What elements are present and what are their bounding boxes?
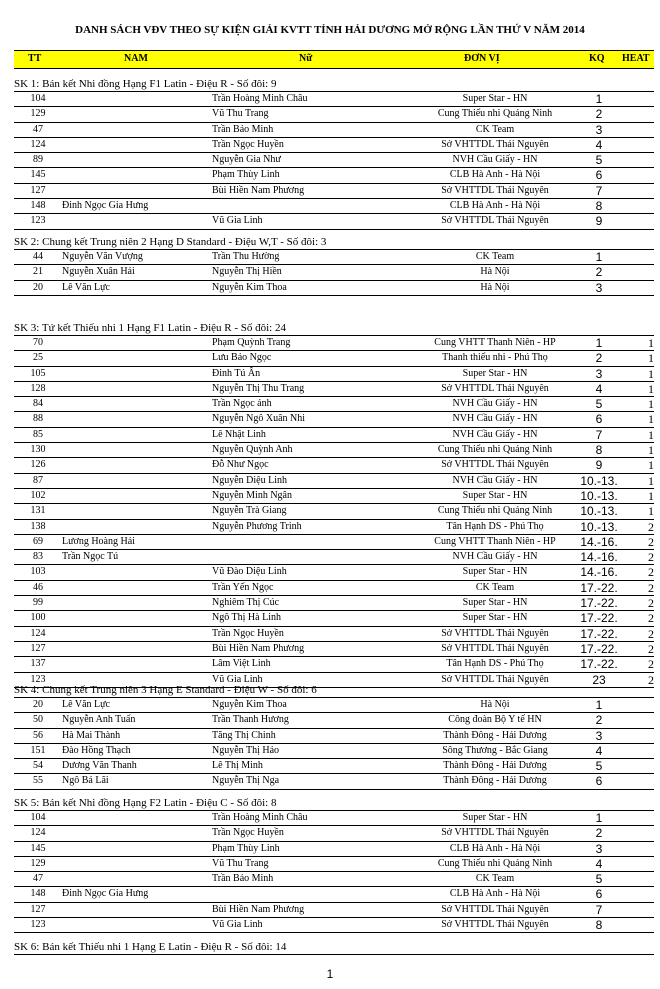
cell-kq: 6 (595, 412, 603, 427)
cell-heat: 1 (648, 397, 654, 412)
cell-tt: 123 (30, 215, 46, 227)
cell-nu: Nguyễn Thị Hiền (212, 266, 282, 278)
cell-heat: 1 (648, 427, 654, 442)
cell-tt: 131 (30, 505, 46, 517)
cell-dv: Sở VHTTDL Thái Nguyên (441, 903, 549, 915)
cell-kq: 6 (595, 887, 603, 902)
cell-heat: 2 (648, 534, 654, 549)
section-title: SK 1: Bán kết Nhi đồng Hạng F1 Latin - Điệu R - Số đôi: 9 (14, 78, 654, 92)
table-row (14, 474, 654, 489)
cell-heat: 1 (648, 366, 654, 381)
cell-nam: Ngô Bá Lãi (62, 775, 109, 787)
table-row (14, 443, 654, 458)
section-title: SK 5: Bán kết Nhi đồng Hạng F2 Latin - Điệu C - Số đôi: 8 (14, 797, 654, 811)
table-row (14, 153, 654, 168)
cell-kq: 6 (595, 774, 603, 789)
cell-heat: 1 (648, 473, 654, 488)
cell-tt: 127 (30, 184, 46, 196)
header-nam: NAM (124, 53, 148, 64)
cell-nu: Nguyễn Ngô Xuân Nhi (212, 413, 306, 425)
cell-dv: Thành Đông - Hải Dương (443, 729, 547, 741)
cell-kq: 3 (595, 841, 603, 856)
cell-tt: 123 (30, 673, 46, 685)
cell-kq: 1 (595, 698, 603, 712)
cell-nu: Nguyễn Diệu Linh (212, 474, 287, 486)
cell-heat: 2 (648, 550, 654, 565)
table-row (14, 713, 654, 728)
cell-kq: 17.-22. (580, 611, 618, 626)
cell-heat: 1 (648, 458, 654, 473)
cell-nu: Trần Ngọc Huyền (212, 627, 284, 639)
cell-heat: 1 (648, 351, 654, 366)
cell-kq: 14.-16. (580, 534, 618, 549)
table-row (14, 596, 654, 611)
cell-kq: 17.-22. (580, 596, 618, 611)
cell-tt: 56 (33, 729, 43, 741)
cell-nu: Trần Thu Hường (212, 251, 280, 262)
cell-dv: Hà Nội (480, 266, 510, 278)
cell-kq: 2 (595, 351, 603, 366)
table-row (14, 657, 654, 672)
cell-tt: 130 (30, 444, 46, 456)
cell-dv: NVH Cầu Giấy - HN (452, 413, 538, 425)
cell-nu: Bùi Hiền Nam Phương (212, 184, 305, 196)
cell-tt: 50 (33, 714, 43, 726)
cell-tt: 128 (30, 382, 46, 394)
cell-nu: Vũ Thu Trang (212, 108, 269, 120)
cell-kq: 14.-16. (580, 550, 618, 565)
cell-tt: 85 (33, 428, 43, 440)
cell-kq: 9 (595, 458, 603, 473)
cell-dv: Sông Thương - Bắc Giang (442, 744, 548, 756)
cell-tt: 25 (33, 352, 43, 364)
cell-kq: 3 (595, 366, 603, 381)
cell-heat: 1 (648, 412, 654, 427)
cell-nu: Lâm Việt Linh (212, 658, 271, 670)
table-row (14, 857, 654, 872)
cell-kq: 5 (595, 153, 603, 168)
cell-heat: 2 (648, 596, 654, 611)
cell-heat: 1 (648, 504, 654, 519)
cell-tt: 103 (30, 566, 46, 578)
cell-tt: 138 (30, 520, 46, 532)
cell-tt: 99 (33, 597, 43, 609)
cell-tt: 46 (33, 581, 43, 593)
cell-kq: 2 (595, 713, 603, 728)
cell-dv: Sở VHTTDL Thái Nguyên (441, 138, 549, 150)
cell-nam: Hà Mai Thành (62, 729, 121, 741)
cell-dv: CLB Hà Anh - Hà Nội (449, 200, 541, 212)
table-row (14, 872, 654, 887)
cell-tt: 20 (33, 281, 43, 293)
cell-nu: Vũ Gia Linh (212, 673, 263, 685)
cell-nu: Nguyễn Minh Ngân (212, 489, 292, 501)
table-row (14, 581, 654, 596)
cell-nu: Nguyễn Gia Như (212, 154, 281, 166)
cell-tt: 127 (30, 642, 46, 654)
cell-tt: 124 (30, 138, 46, 150)
cell-heat: 2 (648, 611, 654, 626)
cell-nu: Lê Thị Minh (212, 760, 263, 772)
cell-tt: 55 (33, 775, 43, 787)
cell-kq: 5 (595, 759, 603, 774)
cell-heat: 2 (648, 580, 654, 595)
table-row (14, 611, 654, 626)
cell-dv: CK Team (475, 123, 515, 135)
cell-dv: Sở VHTTDL Thái Nguyên (441, 459, 549, 471)
cell-kq: 1 (595, 250, 603, 264)
cell-tt: 47 (33, 123, 43, 135)
cell-nu: Phạm Thùy Linh (212, 842, 280, 854)
table-row (14, 367, 654, 382)
section-title: SK 2: Chung kết Trung niên 2 Hạng D Standard - Điệu W,T - Số đôi: 3 (14, 236, 654, 250)
table-row (14, 842, 654, 857)
cell-nu: Tăng Thị Chinh (212, 729, 276, 741)
cell-kq: 7 (595, 902, 603, 917)
header-heat: HEAT (622, 53, 650, 64)
cell-tt: 124 (30, 827, 46, 839)
cell-tt: 102 (30, 489, 46, 501)
table-row (14, 214, 654, 229)
table-row (14, 168, 654, 183)
cell-dv: Super Star - HN (462, 489, 528, 501)
cell-dv: Tân Hạnh DS - Phú Thọ (446, 520, 544, 532)
cell-nu: Phạm Thùy Linh (212, 169, 280, 181)
cell-dv: Sở VHTTDL Thái Nguyên (441, 642, 549, 654)
cell-dv: CK Team (475, 581, 515, 593)
cell-nu: Vũ Gia Linh (212, 919, 263, 931)
cell-nu: Nguyễn Thị Thu Trang (212, 382, 305, 394)
cell-kq: 2 (595, 265, 603, 280)
cell-dv: NVH Cầu Giấy - HN (452, 154, 538, 166)
cell-heat: 2 (648, 519, 654, 534)
cell-nu: Lưu Bảo Ngọc (212, 352, 272, 364)
cell-heat: 2 (648, 672, 654, 687)
cell-nam: Nguyễn Văn Vượng (62, 251, 143, 262)
table-row (14, 107, 654, 122)
cell-dv: Sở VHTTDL Thái Nguyên (441, 827, 549, 839)
cell-dv: Super Star - HN (462, 612, 528, 624)
cell-tt: 129 (30, 108, 46, 120)
cell-kq: 10.-13. (580, 488, 618, 503)
cell-kq: 1 (595, 336, 603, 350)
table-row (14, 535, 654, 550)
cell-tt: 54 (33, 760, 43, 772)
cell-tt: 148 (30, 888, 46, 900)
cell-tt: 20 (33, 699, 43, 710)
cell-dv: Cung Thiếu nhi Quảng Ninh (437, 505, 553, 517)
section-title: SK 4: Chung kết Trung niên 3 Hạng E Standard - Điệu W - Số đôi: 6 (14, 684, 654, 698)
header-tt: TT (28, 53, 42, 64)
cell-kq: 8 (595, 443, 603, 458)
table-row (14, 489, 654, 504)
cell-tt: 151 (30, 744, 46, 756)
section-title: SK 3: Tứ kết Thiếu nhi 1 Hạng F1 Latin - Điệu R - Số đôi: 24 (14, 322, 654, 336)
table-row (14, 281, 654, 296)
cell-tt: 104 (30, 93, 46, 104)
cell-nu: Vũ Thu Trang (212, 857, 269, 869)
table-row (14, 903, 654, 918)
cell-nu: Nguyễn Kim Thoa (212, 699, 287, 710)
table-row (14, 265, 654, 280)
cell-dv: CLB Hà Anh - Hà Nội (449, 842, 541, 854)
table-row (14, 627, 654, 642)
cell-kq: 9 (595, 214, 603, 229)
cell-dv: NVH Cầu Giấy - HN (452, 398, 538, 410)
cell-tt: 137 (30, 658, 46, 670)
cell-dv: NVH Cầu Giấy - HN (452, 428, 538, 440)
cell-dv: Sở VHTTDL Thái Nguyên (441, 673, 549, 685)
cell-dv: Super Star - HN (462, 812, 528, 823)
cell-tt: 70 (33, 337, 43, 348)
cell-kq: 8 (595, 199, 603, 214)
table-row (14, 729, 654, 744)
cell-dv: CLB Hà Anh - Hà Nội (449, 888, 541, 900)
table-row (14, 887, 654, 902)
cell-tt: 123 (30, 919, 46, 931)
table-row (14, 565, 654, 580)
cell-dv: NVH Cầu Giấy - HN (452, 474, 538, 486)
cell-nu: Phạm Quỳnh Trang (212, 337, 291, 348)
cell-kq: 4 (595, 856, 603, 871)
cell-tt: 89 (33, 154, 43, 166)
cell-nu: Nguyễn Thị Nga (212, 775, 280, 787)
table-row (14, 123, 654, 138)
cell-dv: Cung VHTT Thanh Niên - HP (434, 535, 556, 547)
section-1 (14, 78, 654, 230)
cell-heat: 2 (648, 626, 654, 641)
cell-tt: 127 (30, 903, 46, 915)
table-row (14, 336, 654, 351)
cell-dv: Sở VHTTDL Thái Nguyên (441, 919, 549, 931)
cell-kq: 3 (595, 280, 603, 295)
table-row (14, 504, 654, 519)
cell-nu: Đinh Tú Ân (212, 367, 261, 379)
cell-dv: Sở VHTTDL Thái Nguyên (441, 184, 549, 196)
table-row (14, 412, 654, 427)
table-row (14, 550, 654, 565)
section-2 (14, 236, 654, 296)
cell-dv: NVH Cầu Giấy - HN (452, 551, 538, 563)
table-row (14, 811, 654, 826)
cell-kq: 6 (595, 168, 603, 183)
section-title: SK 6: Bán kết Thiếu nhi 1 Hạng E Latin - Điệu R - Số đôi: 14 (14, 941, 654, 955)
cell-dv: Super Star - HN (462, 566, 528, 578)
cell-tt: 84 (33, 398, 43, 410)
cell-kq: 3 (595, 122, 603, 137)
header-don-vi: ĐƠN VỊ (464, 53, 500, 64)
cell-nam: Trần Ngọc Tú (62, 551, 119, 563)
section-5 (14, 797, 654, 933)
cell-nam: Đào Hồng Thạch (62, 744, 131, 756)
cell-heat: 1 (648, 443, 654, 458)
cell-nu: Nguyễn Phương Trinh (212, 520, 302, 532)
cell-dv: CK Team (475, 251, 515, 262)
cell-kq: 4 (595, 381, 603, 396)
section-6 (14, 941, 654, 955)
cell-heat: 2 (648, 657, 654, 672)
cell-tt: 87 (33, 474, 43, 486)
cell-tt: 145 (30, 842, 46, 854)
table-row (14, 184, 654, 199)
cell-nu: Ngô Thị Hà Linh (212, 612, 281, 624)
cell-tt: 148 (30, 200, 46, 212)
cell-tt: 129 (30, 857, 46, 869)
cell-kq: 17.-22. (580, 580, 618, 595)
cell-kq: 3 (595, 728, 603, 743)
cell-nu: Trần Ngọc Huyền (212, 138, 284, 150)
cell-kq: 7 (595, 427, 603, 442)
cell-dv: Cung Thiếu nhi Quảng Ninh (437, 444, 553, 456)
cell-nu: Lê Nhật Linh (212, 428, 266, 440)
cell-nu: Đỗ Như Ngọc (212, 459, 269, 471)
table-row (14, 397, 654, 412)
cell-nu: Bùi Hiền Nam Phương (212, 903, 305, 915)
cell-dv: Cung Thiếu nhi Quảng Ninh (437, 857, 553, 869)
cell-nam: Nguyễn Anh Tuấn (62, 714, 136, 726)
cell-tt: 145 (30, 169, 46, 181)
table-row (14, 520, 654, 535)
cell-nu: Bùi Hiền Nam Phương (212, 642, 305, 654)
cell-nam: Nguyễn Xuân Hải (62, 266, 135, 278)
cell-kq: 17.-22. (580, 641, 618, 656)
cell-kq: 10.-13. (580, 519, 618, 534)
cell-heat: 2 (648, 565, 654, 580)
cell-nu: Trần Bảo Minh (212, 123, 274, 135)
cell-kq: 4 (595, 743, 603, 758)
cell-nam: Lê Văn Lực (62, 699, 110, 710)
cell-dv: CLB Hà Anh - Hà Nội (449, 169, 541, 181)
cell-nu: Vũ Đào Diệu Linh (212, 566, 287, 578)
cell-nam: Lương Hoàng Hải (62, 535, 135, 547)
cell-dv: Thanh thiếu nhi - Phú Thọ (442, 352, 548, 364)
cell-dv: Sở VHTTDL Thái Nguyên (441, 382, 549, 394)
cell-nu: Trần Ngọc Huyền (212, 827, 284, 839)
page-number: 1 (326, 967, 334, 981)
table-row (14, 250, 654, 265)
cell-tt: 69 (33, 535, 43, 547)
cell-dv: Hà Nội (480, 699, 510, 710)
cell-tt: 105 (30, 367, 46, 379)
cell-nam: Lê Văn Lực (62, 281, 110, 293)
cell-dv: Cung VHTT Thanh Niên - HP (434, 337, 556, 348)
table-row (14, 92, 654, 107)
cell-nu: Trần Hoàng Minh Châu (212, 93, 308, 104)
cell-nu: Trần Yến Ngọc (212, 581, 274, 593)
header-kq: KQ (589, 53, 605, 64)
cell-tt: 100 (30, 612, 46, 624)
table-row (14, 759, 654, 774)
cell-kq: 7 (595, 183, 603, 198)
cell-kq: 5 (595, 872, 603, 887)
cell-tt: 126 (30, 459, 46, 471)
cell-heat: 1 (648, 336, 654, 350)
cell-kq: 5 (595, 397, 603, 412)
cell-dv: Công đoàn Bộ Y tế HN (448, 714, 542, 726)
cell-heat: 1 (648, 381, 654, 396)
cell-kq: 10.-13. (580, 473, 618, 488)
table-row (14, 382, 654, 397)
cell-kq: 8 (595, 918, 603, 933)
cell-kq: 4 (595, 137, 603, 152)
cell-tt: 83 (33, 551, 43, 563)
cell-nu: Trần Hoàng Minh Châu (212, 812, 308, 823)
cell-tt: 88 (33, 413, 43, 425)
cell-nam: Đinh Ngọc Gia Hưng (62, 888, 149, 900)
cell-dv: Thành Đông - Hải Dương (443, 775, 547, 787)
cell-dv: Cung Thiếu nhi Quảng Ninh (437, 108, 553, 120)
cell-nu: Vũ Gia Linh (212, 215, 263, 227)
table-row (14, 458, 654, 473)
cell-dv: Hà Nội (480, 281, 510, 293)
cell-tt: 47 (33, 873, 43, 885)
table-row (14, 774, 654, 789)
cell-nu: Nguyễn Trà Giang (212, 505, 287, 517)
cell-kq: 17.-22. (580, 626, 618, 641)
cell-nu: Trần Thanh Hương (212, 714, 289, 726)
cell-kq: 1 (595, 92, 603, 106)
cell-kq: 14.-16. (580, 565, 618, 580)
cell-dv: Sở VHTTDL Thái Nguyên (441, 215, 549, 227)
cell-kq: 23 (592, 672, 606, 687)
table-row (14, 744, 654, 759)
cell-tt: 21 (33, 266, 43, 278)
section-3 (14, 322, 654, 688)
cell-dv: Super Star - HN (462, 597, 528, 609)
table-row (14, 199, 654, 214)
cell-nu: Nghiêm Thị Cúc (212, 597, 280, 609)
table-row (14, 351, 654, 366)
section-4 (14, 684, 654, 790)
table-row (14, 138, 654, 153)
cell-nu: Nguyễn Thị Hảo (212, 744, 280, 756)
table-row (14, 428, 654, 443)
cell-nu: Nguyễn Quỳnh Anh (212, 444, 293, 456)
cell-dv: CK Team (475, 873, 515, 885)
cell-nu: Nguyễn Kim Thoa (212, 281, 287, 293)
cell-nu: Trần Ngọc ánh (212, 398, 272, 410)
table-header (14, 50, 654, 69)
cell-heat: 2 (648, 641, 654, 656)
cell-nam: Dương Văn Thanh (62, 760, 137, 772)
cell-kq: 17.-22. (580, 657, 618, 672)
document-title: DANH SÁCH VĐV THEO SỰ KIỆN GIẢI KVTT TỈNH HẢI DƯƠNG MỞ RỘNG LẦN THỨ V NĂM 2014 (75, 24, 585, 36)
cell-heat: 1 (648, 488, 654, 503)
table-row (14, 826, 654, 841)
cell-tt: 104 (30, 812, 46, 823)
cell-dv: Tân Hạnh DS - Phú Thọ (446, 658, 544, 670)
cell-dv: Sở VHTTDL Thái Nguyên (441, 627, 549, 639)
cell-dv: Thành Đông - Hải Dương (443, 760, 547, 772)
cell-kq: 2 (595, 826, 603, 841)
cell-nu: Trần Bảo Minh (212, 873, 274, 885)
cell-kq: 2 (595, 107, 603, 122)
table-row (14, 642, 654, 657)
cell-kq: 1 (595, 811, 603, 825)
header-nu: Nữ (299, 53, 313, 64)
cell-tt: 124 (30, 627, 46, 639)
table-row (14, 918, 654, 933)
cell-nam: Đinh Ngọc Gia Hưng (62, 200, 149, 212)
cell-kq: 10.-13. (580, 504, 618, 519)
cell-tt: 44 (33, 251, 43, 262)
cell-dv: Super Star - HN (462, 93, 528, 104)
cell-dv: Super Star - HN (462, 367, 528, 379)
table-row (14, 698, 654, 713)
